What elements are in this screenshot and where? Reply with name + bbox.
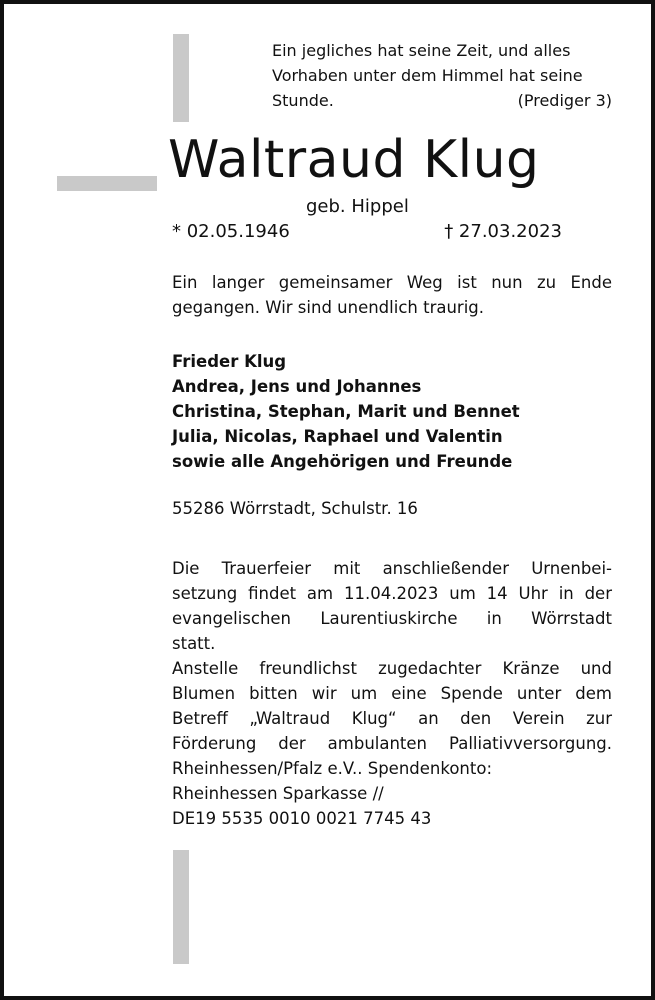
intro-text (172, 270, 612, 320)
deceased-name: Waltraud Klug (168, 130, 540, 190)
notice-line: Förderung der ambulanten Palliativversorgung. (172, 734, 612, 753)
family-member: Andrea, Jens und Johannes (172, 377, 422, 396)
death-date: † 27.03.2023 (444, 221, 562, 242)
verse-source: (Prediger 3) (517, 91, 612, 110)
notice-line: Rheinhessen Sparkasse // (172, 784, 384, 803)
notice-line: Betreff „Waltraud Klug“ an den Verein zur (172, 709, 612, 728)
family-member: Frieder Klug (172, 352, 287, 371)
notice-line: Die Trauerfeier mit anschließender Urnenbei- (172, 559, 612, 578)
cross-bottom-bar (173, 850, 189, 964)
notice-line: Blumen bitten wir um eine Spende unter dem (172, 684, 612, 703)
intro-line: gegangen. Wir sind unendlich traurig. (172, 298, 485, 317)
verse-line: Stunde. (272, 91, 334, 110)
notice-line: evangelischen Laurentiuskirche in Wörrstadt (172, 609, 612, 628)
bank-iban: DE19 5535 0010 0021 7745 43 (172, 809, 432, 828)
bible-verse (272, 38, 612, 113)
verse-line: Vorhaben unter dem Himmel hat seine (272, 66, 583, 85)
cross-left-bar (57, 176, 157, 191)
funeral-notice (172, 556, 612, 831)
family-member: sowie alle Angehörigen und Freunde (172, 452, 513, 471)
intro-line: Ein langer gemeinsamer Weg ist nun zu Ende (172, 273, 612, 292)
notice-line: Rheinhessen/Pfalz e.V.. Spendenkonto: (172, 759, 493, 778)
cross-top-bar (173, 34, 189, 122)
notice-line: Anstelle freundlichst zugedachter Kränze und (172, 659, 612, 678)
born-name: geb. Hippel (306, 196, 409, 217)
family-list (172, 349, 612, 474)
verse-last-line (272, 88, 612, 113)
family-address: 55286 Wörrstadt, Schulstr. 16 (172, 499, 418, 518)
notice-line: setzung findet am 11.04.2023 um 14 Uhr in der (172, 584, 612, 603)
verse-line: Ein jegliches hat seine Zeit, und alles (272, 41, 571, 60)
life-dates (172, 220, 562, 244)
family-member: Julia, Nicolas, Raphael und Valentin (172, 427, 503, 446)
notice-line: statt. (172, 634, 216, 653)
family-member: Christina, Stephan, Marit und Bennet (172, 402, 520, 421)
birth-date: * 02.05.1946 (172, 221, 290, 242)
